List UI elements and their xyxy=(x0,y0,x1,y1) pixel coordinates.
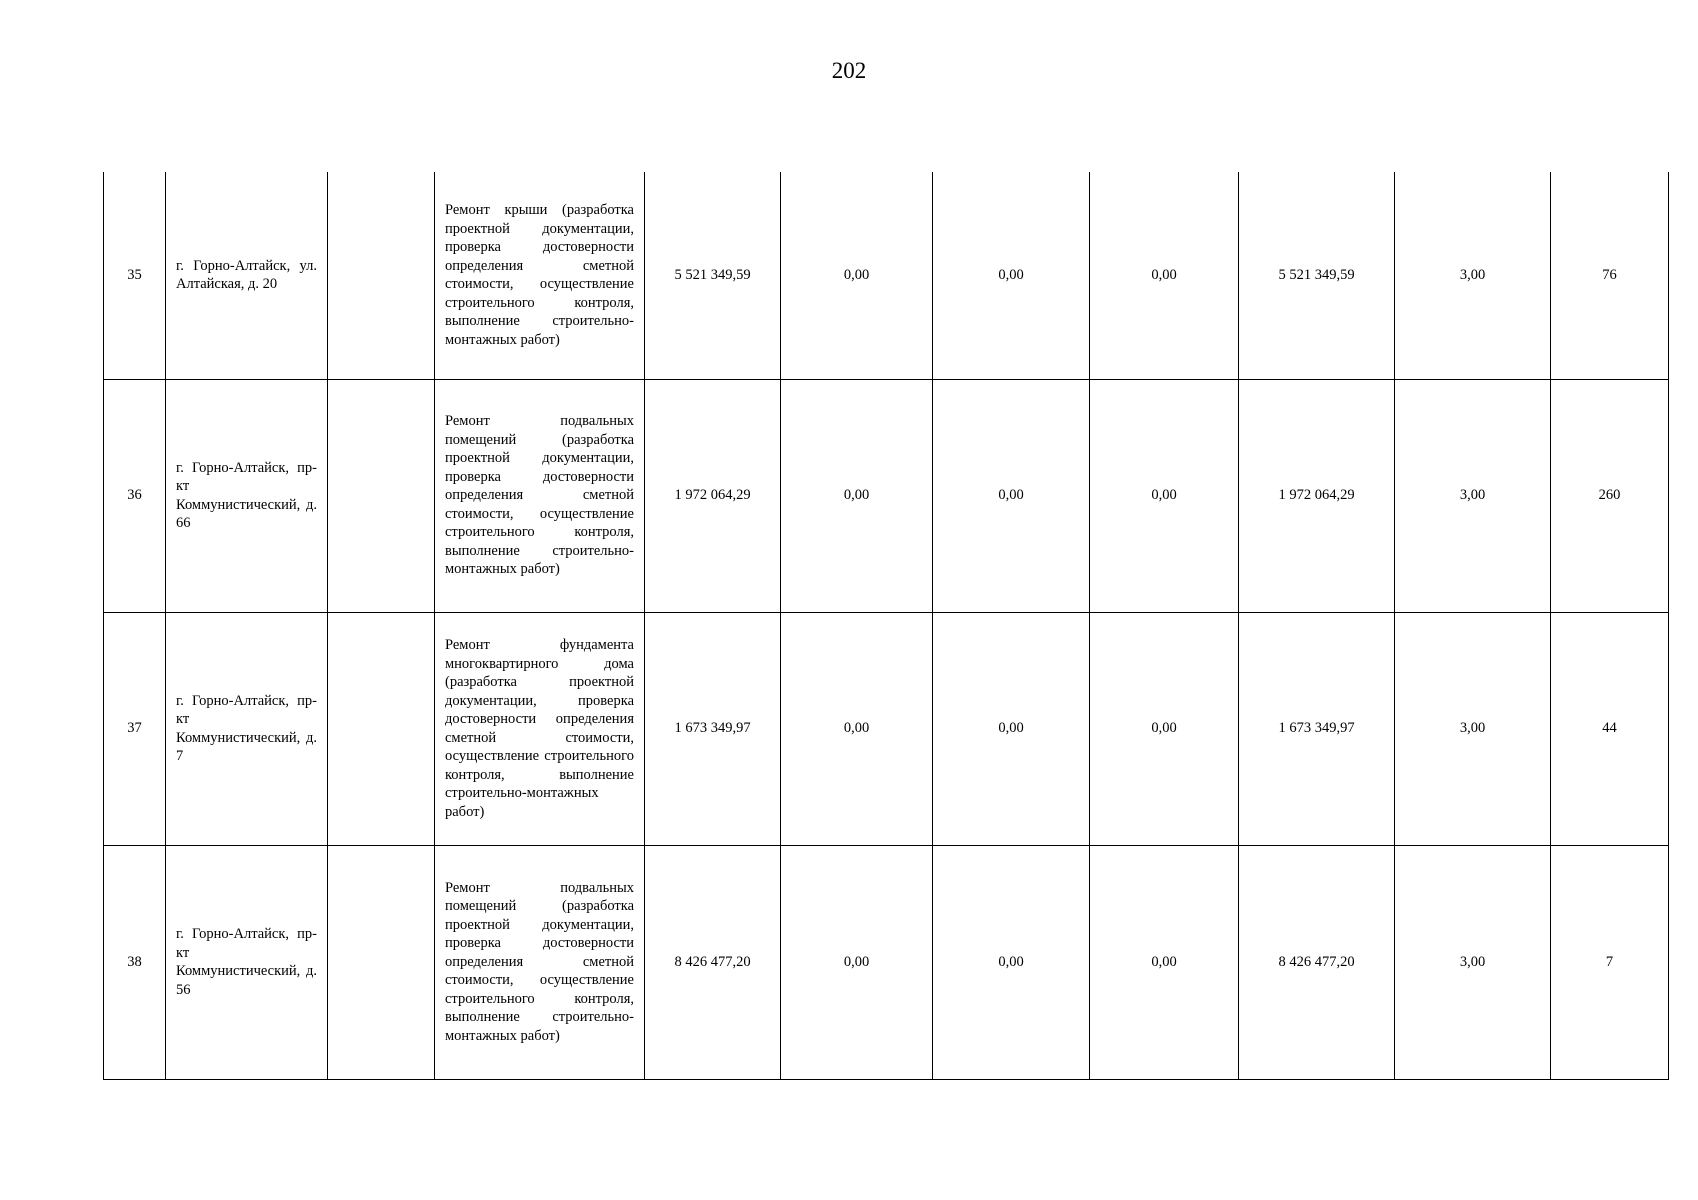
value-cell: 0,00 xyxy=(781,172,933,379)
work-type-text: Ремонт крыши (разработка проектной документации, проверка достоверности определения сметной стоимости, осуществление строительного контроля, выполнение строительно-монтажных работ) xyxy=(445,202,634,348)
repair-program-table xyxy=(103,172,1669,1080)
address-text: г. Горно-Алтайск, пр-кт Коммунистический, д. 7 xyxy=(176,692,317,764)
table-row xyxy=(104,612,1669,845)
address-cell xyxy=(166,172,328,379)
value-cell: 0,00 xyxy=(781,379,933,612)
address-cell xyxy=(166,845,328,1079)
value-cell: 3,00 xyxy=(1395,379,1551,612)
table-row xyxy=(104,379,1669,612)
value-cell: 7 xyxy=(1551,845,1669,1079)
address-cell xyxy=(166,612,328,845)
empty-cell xyxy=(328,172,435,379)
total-cost-cell: 8 426 477,20 xyxy=(645,845,781,1079)
work-type-cell xyxy=(435,845,645,1079)
value-cell: 0,00 xyxy=(933,379,1090,612)
table-row xyxy=(104,845,1669,1079)
value-cell: 3,00 xyxy=(1395,172,1551,379)
value-cell: 0,00 xyxy=(933,612,1090,845)
empty-cell xyxy=(328,845,435,1079)
address-text: г. Горно-Алтайск, пр-кт Коммунистический, д. 66 xyxy=(176,459,317,531)
page-number: 202 xyxy=(831,58,867,83)
value-cell: 0,00 xyxy=(1090,845,1239,1079)
value-cell: 1 972 064,29 xyxy=(1239,379,1395,612)
total-cost-cell: 1 972 064,29 xyxy=(645,379,781,612)
table-row xyxy=(104,172,1669,379)
value-cell: 0,00 xyxy=(933,172,1090,379)
row-number: 38 xyxy=(104,845,166,1079)
value-cell: 0,00 xyxy=(1090,379,1239,612)
address-text: г. Горно-Алтайск, ул. Алтайская, д. 20 xyxy=(176,257,317,293)
value-cell: 44 xyxy=(1551,612,1669,845)
value-cell: 0,00 xyxy=(1090,172,1239,379)
value-cell: 3,00 xyxy=(1395,612,1551,845)
empty-cell xyxy=(328,379,435,612)
empty-cell xyxy=(328,612,435,845)
row-number: 37 xyxy=(104,612,166,845)
value-cell: 8 426 477,20 xyxy=(1239,845,1395,1079)
total-cost-cell: 1 673 349,97 xyxy=(645,612,781,845)
value-cell: 76 xyxy=(1551,172,1669,379)
work-type-text: Ремонт фундамента многоквартирного дома (разработка проектной документации, проверка достоверности определения сметной стоимости, осуществление строительного контроля, выполнение строительно-монтажных работ) xyxy=(445,637,634,820)
row-number: 36 xyxy=(104,379,166,612)
value-cell: 260 xyxy=(1551,379,1669,612)
work-type-text: Ремонт подвальных помещений (разработка проектной документации, проверка достоверности определения сметной стоимости, осуществление строительного контроля, выполнение строительно-монтажных работ) xyxy=(445,879,634,1044)
address-cell xyxy=(166,379,328,612)
value-cell: 0,00 xyxy=(781,845,933,1079)
total-cost-cell: 5 521 349,59 xyxy=(645,172,781,379)
value-cell: 5 521 349,59 xyxy=(1239,172,1395,379)
value-cell: 0,00 xyxy=(1090,612,1239,845)
work-type-cell xyxy=(435,172,645,379)
row-number: 35 xyxy=(104,172,166,379)
work-type-cell xyxy=(435,379,645,612)
work-type-cell xyxy=(435,612,645,845)
value-cell: 0,00 xyxy=(933,845,1090,1079)
value-cell: 3,00 xyxy=(1395,845,1551,1079)
work-type-text: Ремонт подвальных помещений (разработка проектной документации, проверка достоверности определения сметной стоимости, осуществление строительного контроля, выполнение строительно-монтажных работ) xyxy=(445,413,634,578)
value-cell: 0,00 xyxy=(781,612,933,845)
value-cell: 1 673 349,97 xyxy=(1239,612,1395,845)
address-text: г. Горно-Алтайск, пр-кт Коммунистический, д. 56 xyxy=(176,926,317,998)
